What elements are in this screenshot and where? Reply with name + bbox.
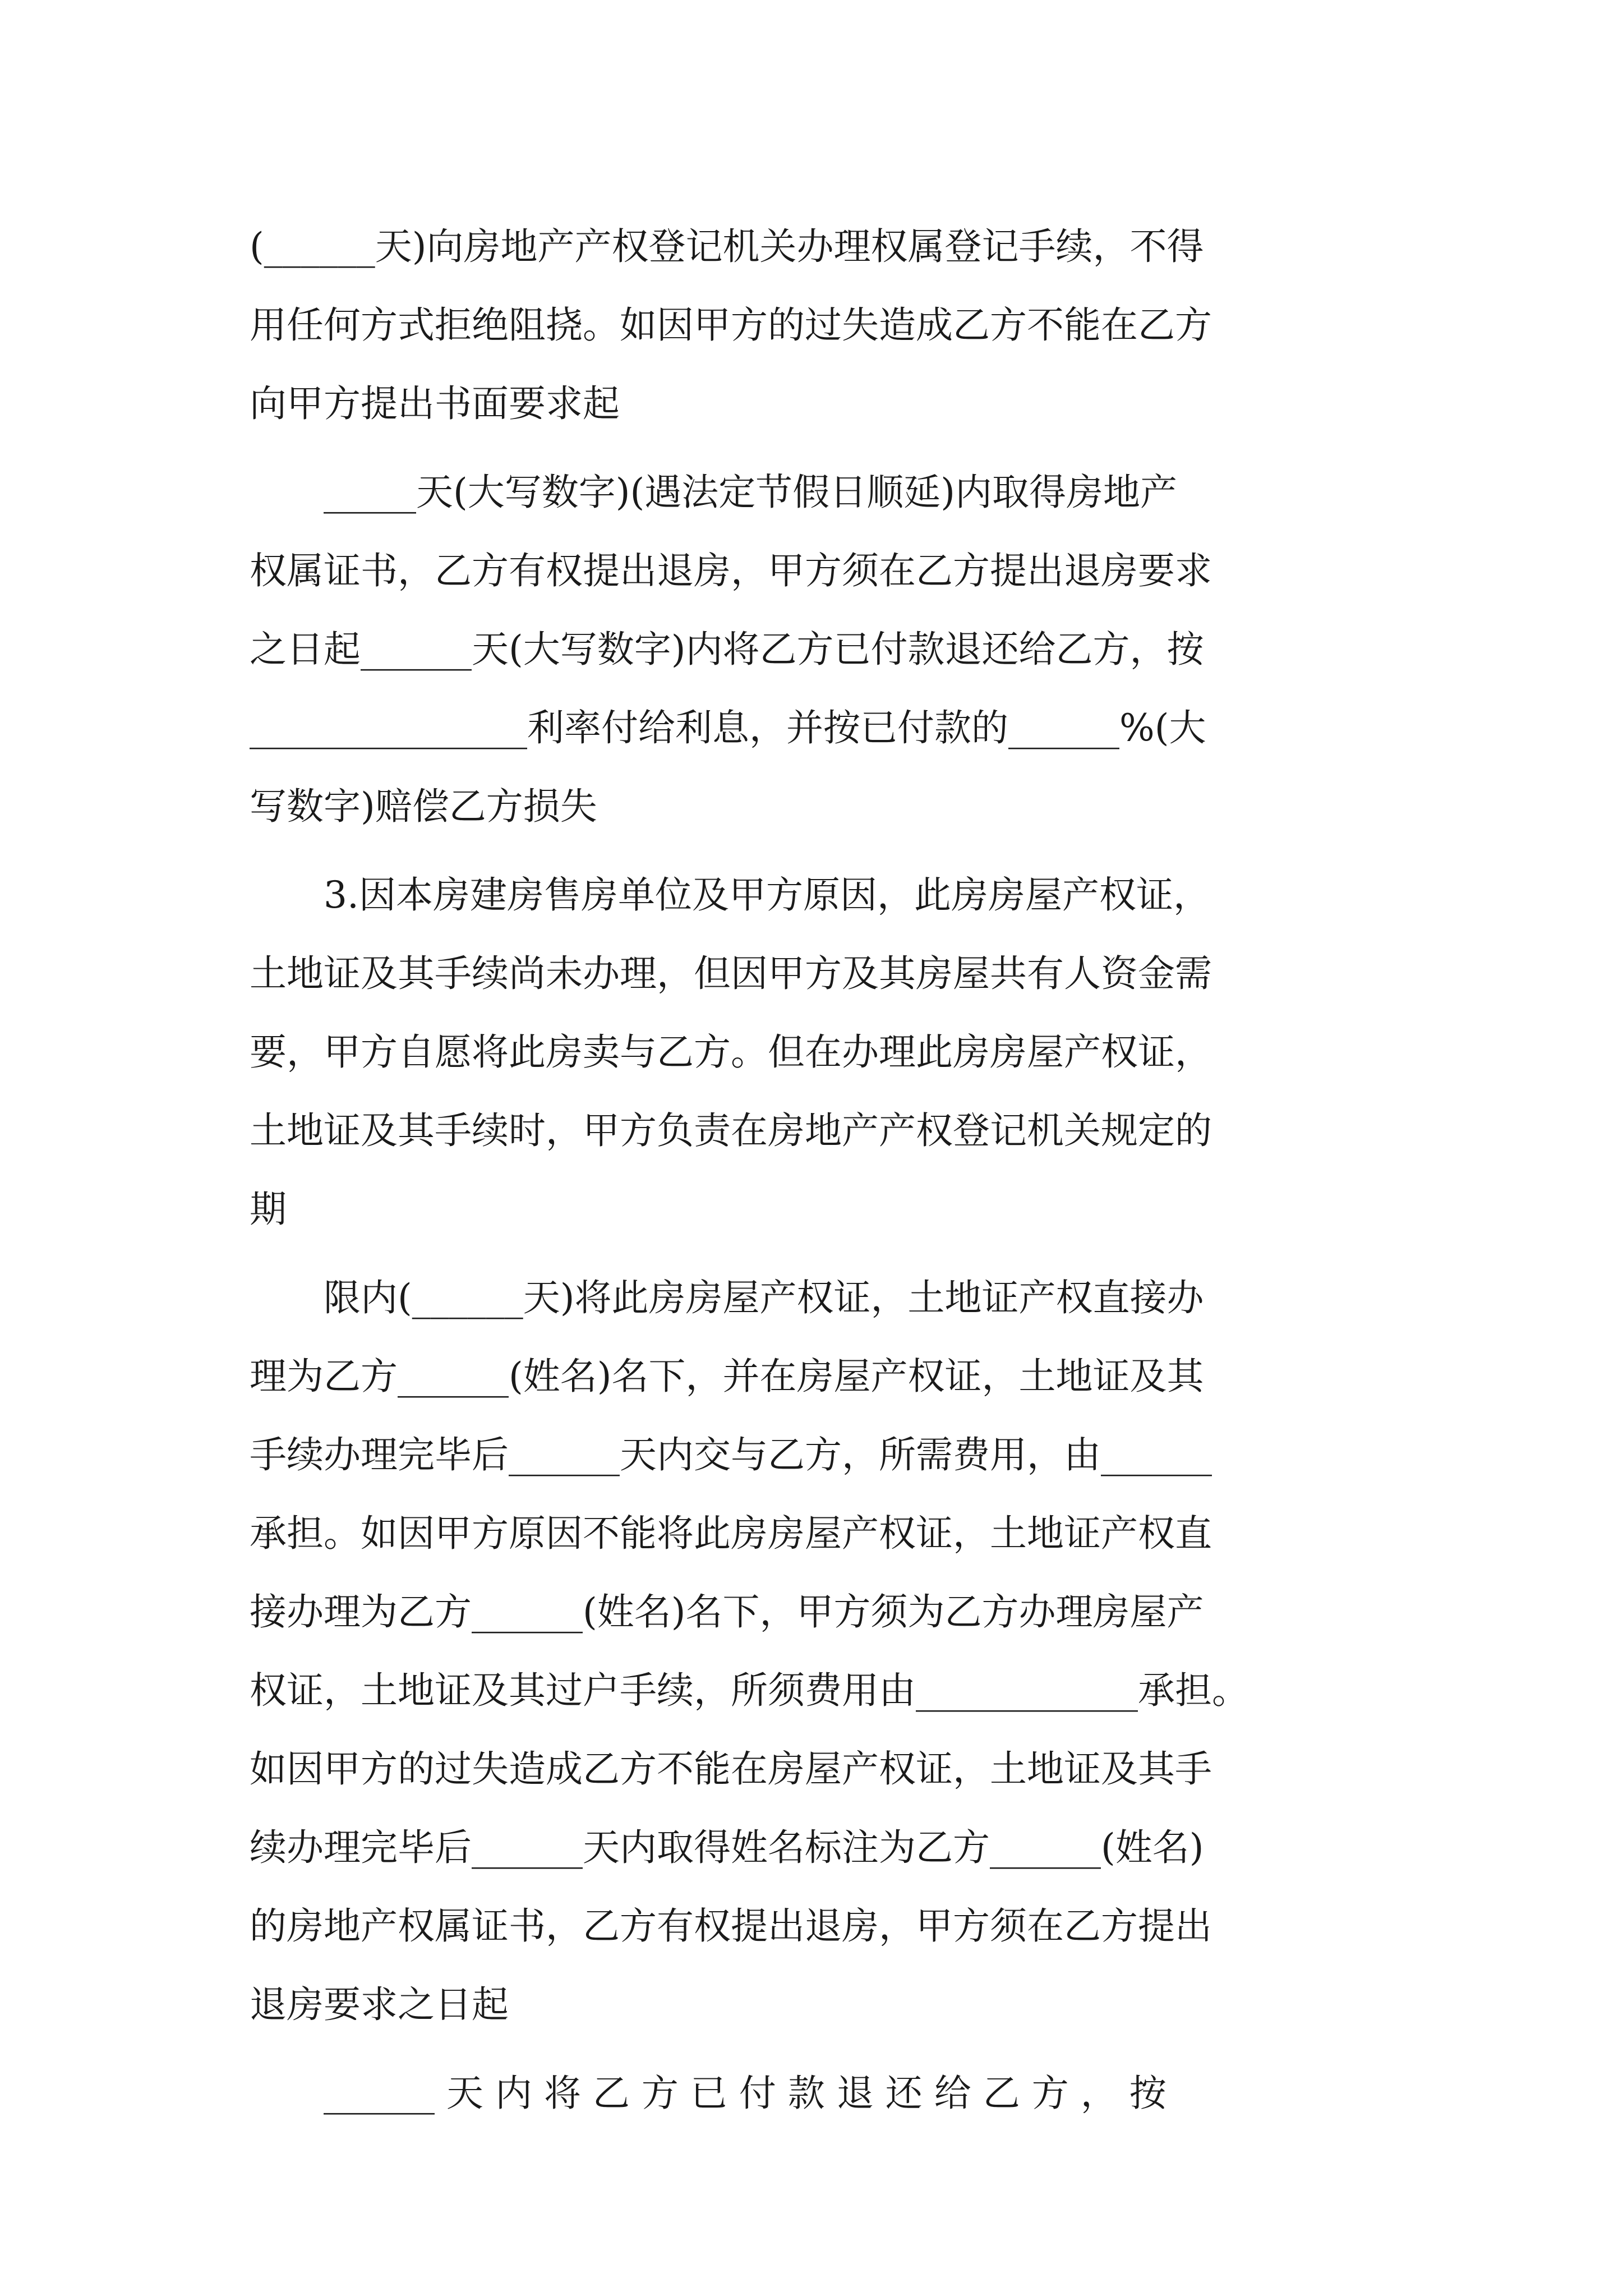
text-line: 接办理为乙方______(姓名)名下，甲方须为乙方办理房屋产: [250, 1590, 1204, 1634]
paragraph: [250, 2054, 1388, 2133]
text-line: 理为乙方______(姓名)名下，并在房屋产权证，土地证及其: [250, 1355, 1204, 1398]
text-line: 权属证书，乙方有权提出退房，甲方须在乙方提出退房要求: [250, 549, 1212, 592]
text-line: 3.因本房建房售房单位及甲方原因，此房房屋产权证，: [250, 873, 1210, 917]
text-line: (______天)向房地产产权登记机关办理权属登记手续，不得: [250, 225, 1204, 268]
text-line: 土地证及其手续尚未办理，但因甲方及其房屋共有人资金需: [250, 952, 1212, 995]
text-line: _______________利率付给利息，并按已付款的______%(大: [250, 706, 1206, 749]
text-line: 限内(______天)将此房房屋产权证，土地证产权直接办: [250, 1276, 1204, 1319]
text-line: 的房地产权属证书，乙方有权提出退房，甲方须在乙方提出: [250, 1904, 1212, 1948]
document-body: [250, 208, 1388, 2133]
paragraph: [250, 1259, 1388, 2044]
text-line: 续办理完毕后______天内取得姓名标注为乙方______(姓名): [250, 1826, 1204, 1869]
text-line: 权证，土地证及其过户手续，所须费用由____________承担。: [250, 1669, 1249, 1712]
text-line: 土地证及其手续时，甲方负责在房地产产权登记机关规定的: [250, 1109, 1212, 1152]
text-line: 承担。如因甲方原因不能将此房房屋产权证，土地证产权直: [250, 1512, 1212, 1555]
text-line: 期: [250, 1188, 287, 1231]
text-line: 之日起______天(大写数字)内将乙方已付款退还给乙方，按: [250, 628, 1204, 671]
paragraph: [250, 453, 1388, 846]
text-line: 用任何方式拒绝阻挠。如因甲方的过失造成乙方不能在乙方: [250, 303, 1212, 347]
text-line: ______ 天 内 将 乙 方 已 付 款 退 还 给 乙 方 ， 按: [250, 2072, 1166, 2115]
text-line: 如因甲方的过失造成乙方不能在房屋产权证，土地证及其手: [250, 1747, 1212, 1791]
text-line: 退房要求之日起: [250, 1983, 509, 2026]
text-line: 要，甲方自愿将此房卖与乙方。但在办理此房房屋产权证，: [250, 1030, 1212, 1074]
text-line: 手续办理完毕后______天内交与乙方，所需费用，由______: [250, 1433, 1212, 1476]
paragraph: [250, 856, 1388, 1249]
text-line: 写数字)赔偿乙方损失: [250, 785, 597, 828]
text-line: 向甲方提出书面要求起: [250, 382, 620, 425]
text-line: _____天(大写数字)(遇法定节假日顺延)内取得房地产: [250, 471, 1177, 514]
paragraph: [250, 208, 1388, 443]
